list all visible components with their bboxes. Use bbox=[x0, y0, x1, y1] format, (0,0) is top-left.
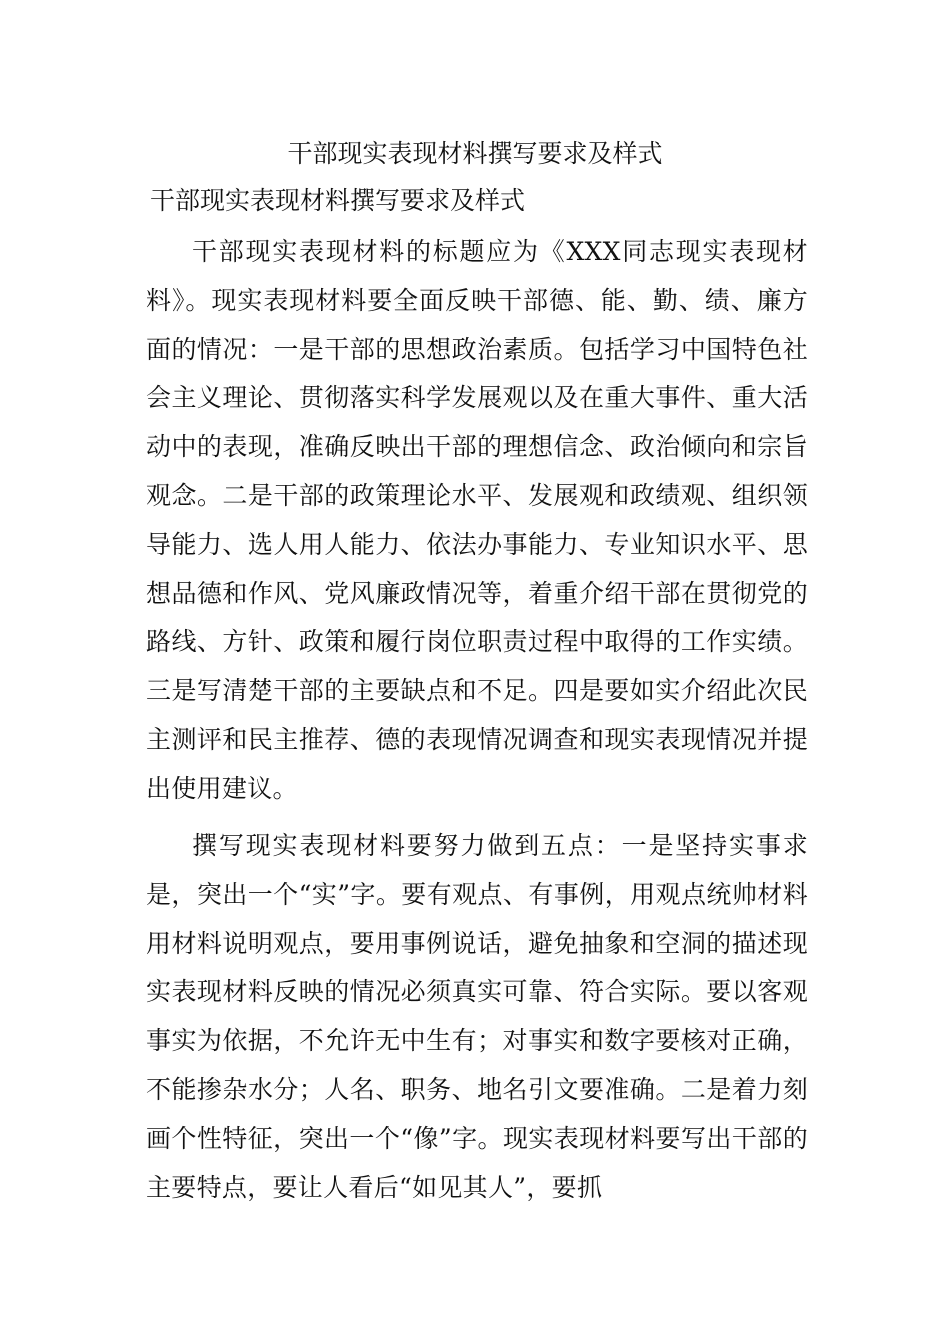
paragraph-2: 撰写现实表现材料要努力做到五点：一是坚持实事求是，突出一个“实”字。要有观点、有事例，用观点统帅材料用材料说明观点，要用事例说话，避免抽象和空洞的描述现实表现材料反映的情况必须真实可靠、符合实际。要以客观事实为依据，不允许无中生有；对事实和数字要核对正确，不能掺杂水分；人名、职务、地名引文要准确。二是着力刻画个性特征，突出一个“像”字。现实表现材料要写出干部的主要特点，要让人看后“如见其人”，要抓 bbox=[146, 831, 808, 1202]
document-subtitle: 干部现实表现材料撰写要求及样式 bbox=[150, 186, 526, 215]
paragraph-1: 干部现实表现材料的标题应为《XXX同志现实表现材料》。现实表现材料要全面反映干部德、能、勤、绩、廉方面的情况：一是干部的思想政治素质。包括学习中国特色社会主义理论、贯彻落实科学发展观以及在重大事件、重大活动中的表现，准确反映出干部的理想信念、政治倾向和宗旨观念。二是干部的政策理论水平、发展观和政绩观、组织领导能力、选人用人能力、依法办事能力、专业知识水平、思想品德和作风、党风廉政情况等，着重介绍干部在贯彻党的路线、方针、政策和履行岗位职责过程中取得的工作实绩。三是写清楚干部的主要缺点和不足。四是要如实介绍此次民主测评和民主推荐、德的表现情况调查和现实表现情况并提出使用建议。 bbox=[146, 237, 808, 803]
page-title: 干部现实表现材料撰写要求及样式 bbox=[287, 139, 663, 168]
